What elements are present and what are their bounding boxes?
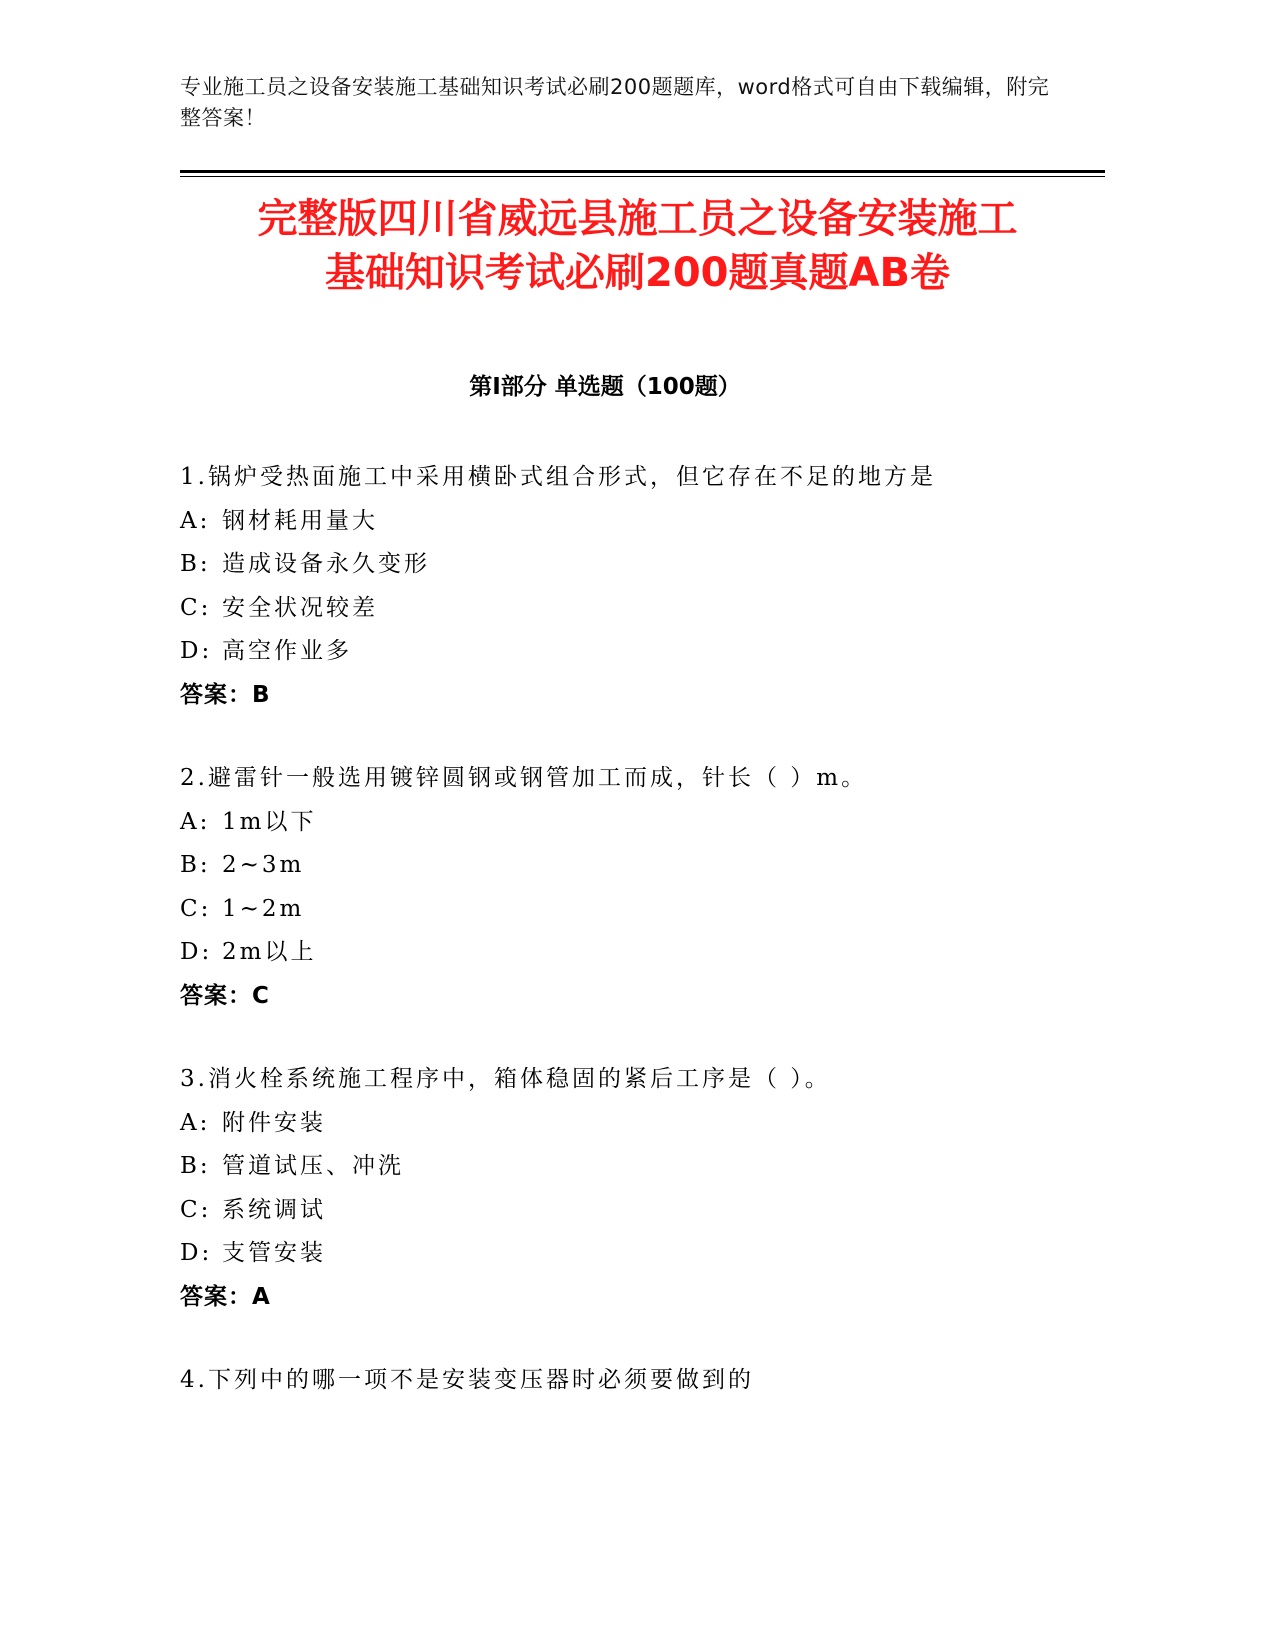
question-1 — [180, 456, 1140, 717]
option-text: 1~2m — [222, 895, 305, 922]
option-text: 2m以上 — [222, 939, 317, 965]
option-a — [180, 1102, 1140, 1146]
answer: 答案：B — [180, 681, 271, 708]
document-title — [140, 192, 1135, 300]
option-text: 高空作业多 — [222, 638, 352, 664]
option-a — [180, 801, 1140, 845]
option-text: 支管安装 — [222, 1240, 326, 1266]
option-key: B: — [180, 1153, 211, 1179]
option-key: C: — [180, 594, 212, 621]
answer: 答案：C — [180, 982, 270, 1009]
option-text: 安全状况较差 — [222, 594, 378, 621]
option-a — [180, 500, 1140, 544]
option-b — [180, 844, 1140, 888]
option-key: D: — [180, 638, 213, 664]
option-d — [180, 931, 1140, 975]
option-text: 附件安装 — [222, 1109, 326, 1136]
question-stem: 2.避雷针一般选用镀锌圆钢或钢管加工而成，针长（ ）m。 — [180, 765, 868, 791]
answer: 答案：A — [180, 1283, 271, 1310]
option-key: B: — [180, 551, 211, 577]
option-text: 钢材耗用量大 — [222, 507, 378, 534]
option-d — [180, 630, 1140, 674]
header-divider-thin — [180, 176, 1105, 177]
question-list — [180, 456, 1140, 1443]
option-text: 2~3m — [222, 852, 305, 878]
option-key: A: — [180, 1109, 211, 1136]
question-stem: 4.下列中的哪一项不是安装变压器时必须要做到的 — [180, 1367, 754, 1393]
option-key: D: — [180, 1240, 213, 1266]
question-4 — [180, 1359, 1140, 1403]
section-heading: 第Ⅰ部分 单选题（100题） — [469, 374, 741, 400]
option-c — [180, 587, 1140, 631]
option-text: 管道试压、冲洗 — [222, 1153, 404, 1179]
option-text: 1m以下 — [222, 808, 317, 835]
option-key: A: — [180, 507, 211, 534]
option-c — [180, 888, 1140, 932]
option-key: D: — [180, 939, 213, 965]
option-key: A: — [180, 808, 211, 835]
option-key: B: — [180, 852, 211, 878]
header-divider-thick — [180, 170, 1105, 173]
option-b — [180, 1145, 1140, 1189]
title-line-2: 基础知识考试必刷200题真题AB卷 — [325, 250, 950, 296]
option-d — [180, 1232, 1140, 1276]
option-key: C: — [180, 895, 212, 922]
option-key: C: — [180, 1196, 212, 1223]
question-2 — [180, 757, 1140, 1018]
title-line-1: 完整版四川省威远县施工员之设备安装施工 — [257, 196, 1018, 242]
question-stem: 1.锅炉受热面施工中采用横卧式组合形式，但它存在不足的地方是 — [180, 464, 936, 490]
header-note: 专业施工员之设备安装施工基础知识考试必刷200题题库，word格式可自由下载编辑，附完整答案！ — [180, 75, 1050, 130]
option-b — [180, 543, 1140, 587]
question-stem: 3.消火栓系统施工程序中，箱体稳固的紧后工序是（ ）。 — [180, 1066, 831, 1092]
option-c — [180, 1189, 1140, 1233]
option-text: 系统调试 — [222, 1196, 326, 1223]
option-text: 造成设备永久变形 — [222, 551, 430, 577]
question-3 — [180, 1058, 1140, 1319]
